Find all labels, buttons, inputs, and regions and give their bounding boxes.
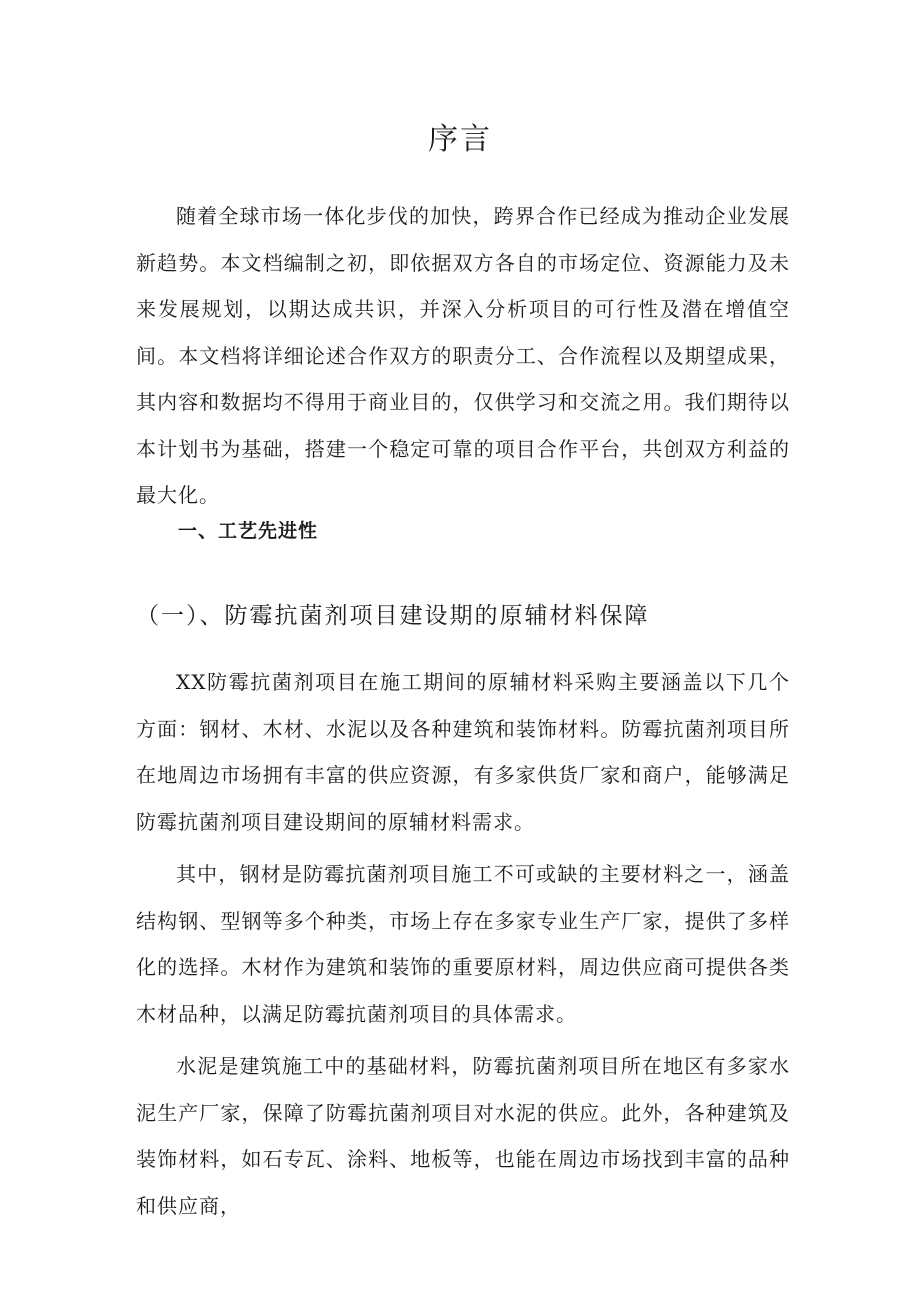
preface-paragraph: 随着全球市场一体化步伐的加快，跨界合作已经成为推动企业发展新趋势。本文档编制之初，即依据双方各自的市场定位、资源能力及未来发展规划，以期达成共识，并深入分析项目的可行性及潜在增值空间。本文档将详细论述合作双方的职责分工、合作流程以及期望成果，其内容和数据均不得用于商业目的，仅供学习和交流之用。我们期待以本计划书为基础，搭建一个稳定可靠的项目合作平台，共创双方利益的最大化。: [136, 204, 790, 507]
section-heading: 一、工艺先进性: [178, 520, 319, 542]
body-paragraph-cement: 水泥是建筑施工中的基础材料，防霉抗菌剂项目所在地区有多家水泥生产厂家，保障了防霉抗菌剂项目对水泥的供应。此外，各种建筑及装饰材料，如石专瓦、涂料、地板等，也能在周边市场找到丰富的品种和供应商，: [136, 1054, 790, 1218]
body-paragraph-materials: XX防霉抗菌剂项目在施工期间的原辅材料采购主要涵盖以下几个方面：钢材、木材、水泥以及各种建筑和装饰材料。防霉抗菌剂项目所在地周边市场拥有丰富的供应资源，有多家供货厂家和商户，能够满足防霉抗菌剂项目建设期间的原辅材料需求。: [136, 670, 790, 834]
page-title: 序言: [428, 122, 492, 157]
subsection-heading: （一）、防霉抗菌剂项目建设期的原辅材料保障: [136, 603, 650, 629]
body-paragraph-steel-wood: 其中，钢材是防霉抗菌剂项目施工不可或缺的主要材料之一，涵盖结构钢、型钢等多个种类，市场上存在多家专业生产厂家，提供了多样化的选择。木材作为建筑和装饰的重要原材料，周边供应商可提供各类木材品种，以满足防霉抗菌剂项目的具体需求。: [136, 862, 790, 1026]
